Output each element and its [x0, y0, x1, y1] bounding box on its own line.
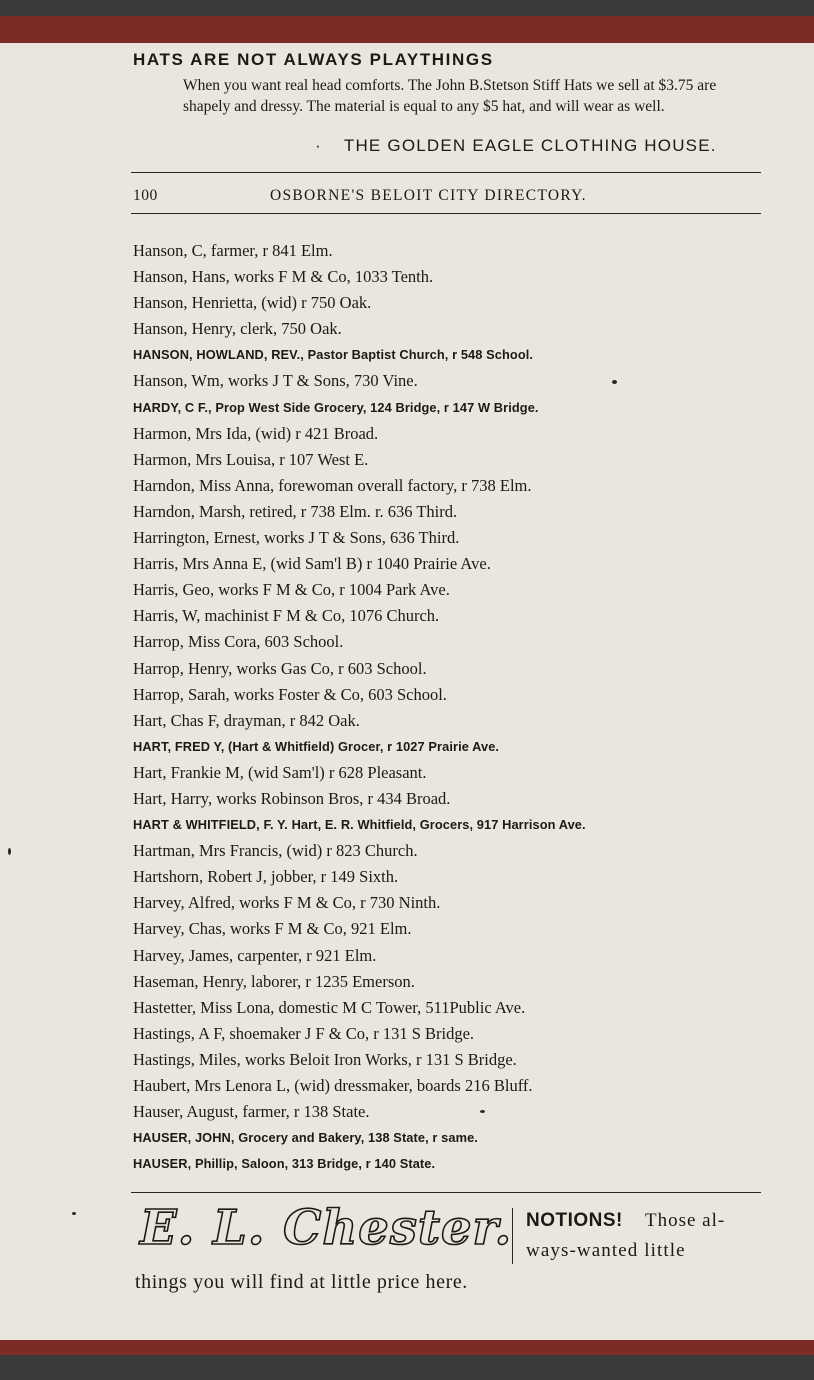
chester-logo: E. L. Chester.	[140, 1200, 513, 1256]
directory-entry: HAUSER, Phillip, Saloon, 313 Bridge, r 140 State.	[133, 1156, 436, 1172]
scan-speck	[612, 380, 617, 384]
directory-entry: Harris, W, machinist F M & Co, 1076 Church.	[133, 606, 440, 626]
running-head: OSBORNE'S BELOIT CITY DIRECTORY.	[270, 187, 587, 204]
directory-entry: HANSON, HOWLAND, REV., Pastor Baptist Church, r 548 School.	[133, 347, 534, 363]
directory-entry: Hart, Frankie M, (wid Sam'l) r 628 Pleasant.	[133, 762, 427, 782]
directory-entry: Harrington, Ernest, works J T & Sons, 636 Third.	[133, 528, 460, 548]
directory-entry: Hartshorn, Robert J, jobber, r 149 Sixth.	[133, 867, 399, 887]
directory-entry: Harvey, Alfred, works F M & Co, r 730 Ninth.	[133, 893, 441, 913]
footer-rule	[131, 1192, 761, 1193]
signature-text: THE GOLDEN EAGLE CLOTHING HOUSE.	[343, 136, 717, 155]
scan-speck	[480, 1110, 485, 1113]
directory-entry: Hanson, C, farmer, r 841 Elm.	[133, 241, 333, 260]
directory-entry: Hanson, Hans, works F M & Co, 1033 Tenth.	[133, 267, 434, 287]
directory-entry: Hartman, Mrs Francis, (wid) r 823 Church.	[133, 841, 418, 861]
directory-entry: Hanson, Henrietta, (wid) r 750 Oak.	[133, 293, 372, 313]
directory-entry: Harvey, James, carpenter, r 921 Elm.	[133, 945, 377, 965]
directory-entry: Hauser, August, farmer, r 138 State.	[133, 1102, 370, 1122]
directory-entry: Harrop, Henry, works Gas Co, r 603 School.	[133, 658, 427, 678]
directory-entry: Harvey, Chas, works F M & Co, 921 Elm.	[133, 919, 412, 939]
scan-top-edge	[0, 0, 814, 16]
page-number: 100	[133, 187, 158, 204]
header-rule-bottom	[131, 213, 761, 214]
directory-entry: Hanson, Wm, works J T & Sons, 730 Vine.	[133, 371, 418, 391]
notions-line-2: ways-wanted little	[526, 1240, 686, 1261]
directory-entry: HAUSER, JOHN, Grocery and Bakery, 138 State, r same.	[133, 1130, 478, 1146]
directory-entry: Harndon, Miss Anna, forewoman overall factory, r 738 Elm.	[133, 475, 532, 495]
directory-entries	[133, 238, 773, 1177]
notions-headline-tail: Those al-	[645, 1210, 726, 1231]
directory-entry: Hastings, Miles, works Beloit Iron Works, r 131 S Bridge.	[133, 1049, 517, 1069]
notions-headline: NOTIONS!	[526, 1210, 623, 1231]
directory-entry: Hastings, A F, shoemaker J F & Co, r 131 S Bridge.	[133, 1023, 475, 1043]
directory-entry: Harmon, Mrs Louisa, r 107 West E.	[133, 449, 369, 469]
directory-entry: Hanson, Henry, clerk, 750 Oak.	[133, 319, 342, 339]
footer-divider	[512, 1208, 513, 1264]
header-ad-title: HATS ARE NOT ALWAYS PLAYTHINGS	[133, 50, 494, 69]
directory-entry: Hart, Harry, works Robinson Bros, r 434 Broad.	[133, 788, 451, 808]
directory-entry: Hastetter, Miss Lona, domestic M C Tower, 511Public Ave.	[133, 997, 526, 1017]
scan-speck	[8, 848, 11, 855]
directory-entry: Harris, Geo, works F M & Co, r 1004 Park Ave.	[133, 580, 450, 600]
directory-entry: HART & WHITFIELD, F. Y. Hart, E. R. Whitfield, Grocers, 917 Harrison Ave.	[133, 817, 586, 833]
directory-entry: Haseman, Henry, laborer, r 1235 Emerson.	[133, 971, 415, 991]
directory-entry: Harrop, Miss Cora, 603 School.	[133, 632, 344, 652]
directory-entry: HART, FRED Y, (Hart & Whitfield) Grocer, r 1027 Prairie Ave.	[133, 738, 500, 754]
header-rule-top	[131, 172, 761, 173]
directory-entry: Harrop, Sarah, works Foster & Co, 603 School.	[133, 684, 447, 704]
page-bottom-border	[0, 1340, 814, 1355]
directory-entry: Harmon, Mrs Ida, (wid) r 421 Broad.	[133, 423, 379, 443]
directory-entry: Haubert, Mrs Lenora L, (wid) dressmaker, boards 216 Bluff.	[133, 1076, 533, 1095]
directory-entry: Hart, Chas F, drayman, r 842 Oak.	[133, 710, 360, 730]
scan-speck	[72, 1212, 76, 1215]
footer-tagline: things you will find at little price here.	[135, 1271, 468, 1293]
page-top-border	[0, 16, 814, 43]
signature-bullet: ·	[315, 136, 322, 155]
directory-entry: Harndon, Marsh, retired, r 738 Elm. r. 636 Third.	[133, 501, 458, 521]
directory-entry: Harris, Mrs Anna E, (wid Sam'l B) r 1040 Prairie Ave.	[133, 554, 491, 574]
header-ad-body: When you want real head comforts. The John B.Stetson Stiff Hats we sell at $3.75 are shapely and dressy. The material is equal to any $5 hat, and will wear as well.	[183, 77, 717, 115]
directory-entry: HARDY, C F., Prop West Side Grocery, 124 Bridge, r 147 W Bridge.	[133, 399, 539, 415]
header-ad-signature	[315, 136, 717, 156]
scan-bottom-edge	[0, 1355, 814, 1380]
